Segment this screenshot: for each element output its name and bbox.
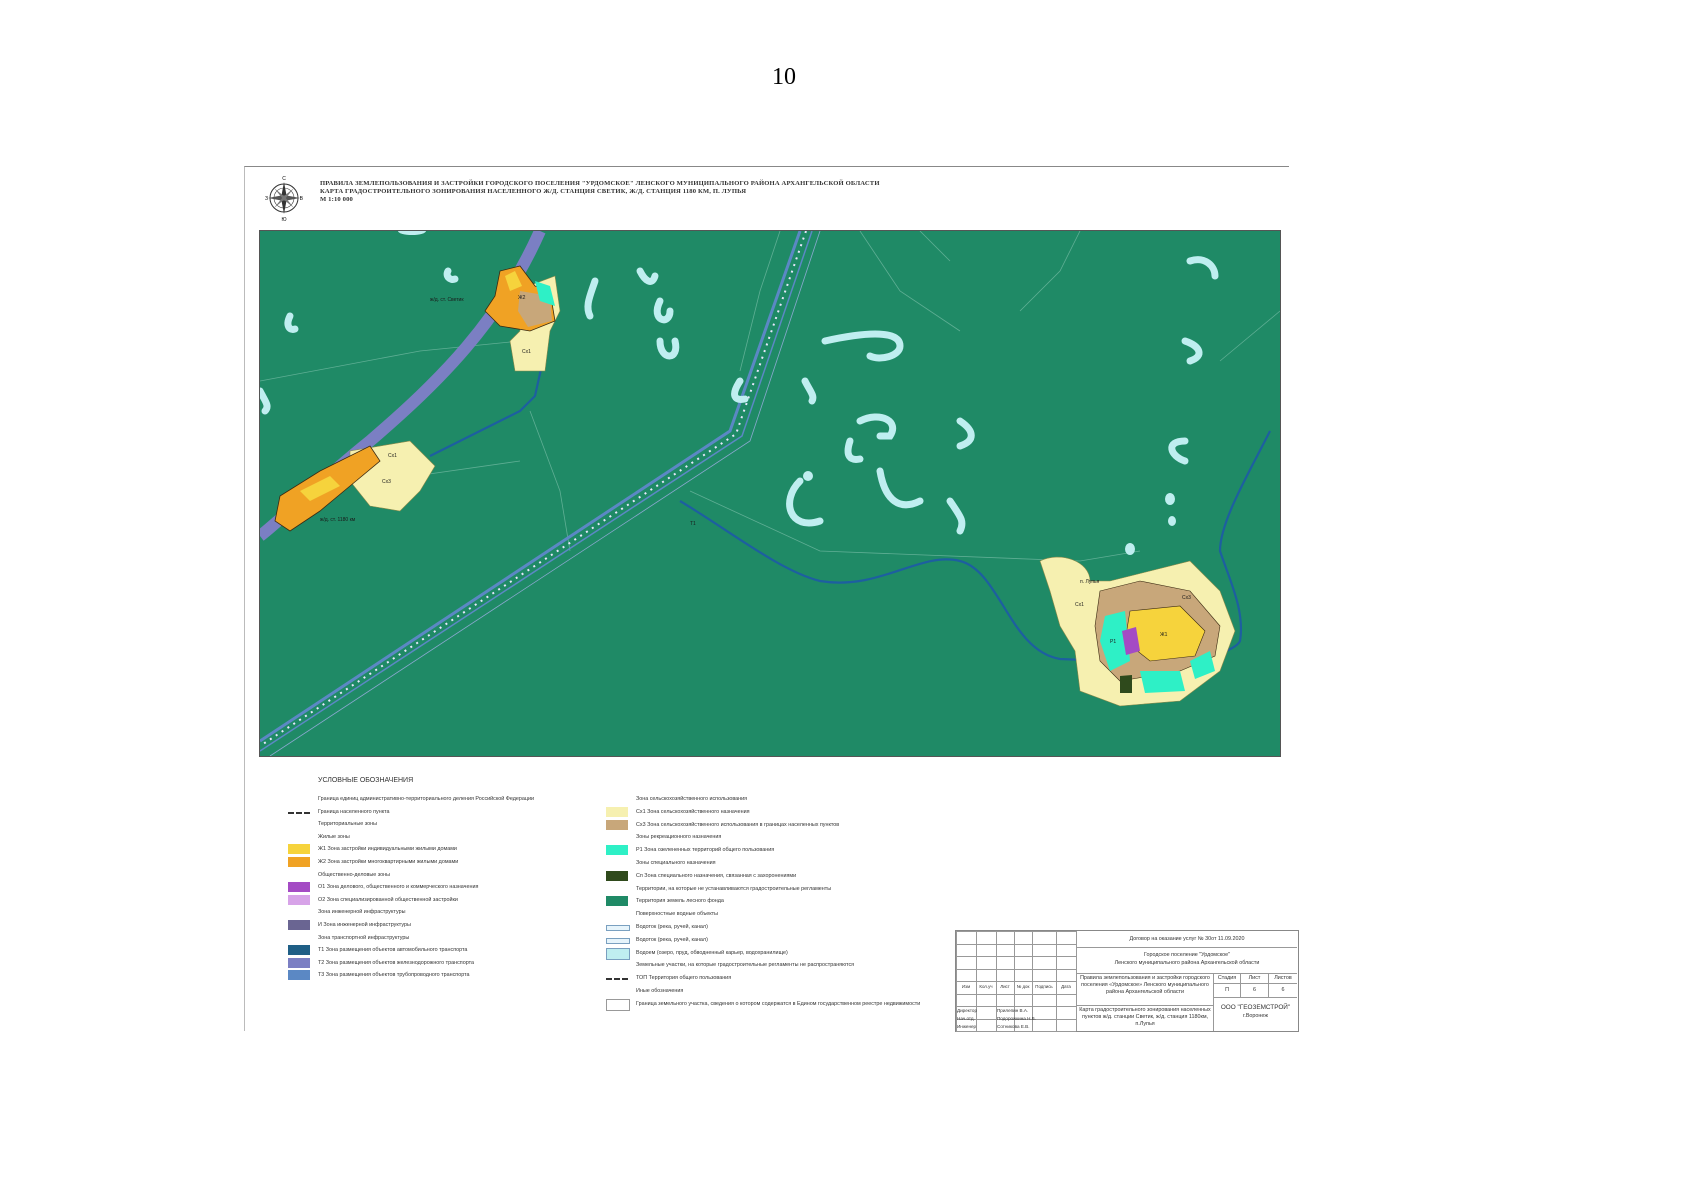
- stamp-doc-title: Правила землепользования и застройки городского поселения «Урдомское» Ленского муниципального района Архангельской области: [1080, 975, 1210, 995]
- legend-swatch: [606, 978, 628, 980]
- legend-swatch: [606, 820, 628, 830]
- legend-item: Зона сельскохозяйственного использования: [636, 796, 748, 802]
- legend-swatch: [606, 896, 628, 906]
- legend-item: Зоны рекреационного назначения: [636, 834, 722, 841]
- legend-item: Граница земельного участка, сведения о котором содержатся в Едином государственном реестре недвижимости: [636, 1000, 921, 1007]
- stamp-role: Директор: [957, 1008, 978, 1013]
- legend-title: УСЛОВНЫЕ ОБОЗНАЧЕНИЯ: [318, 777, 414, 784]
- legend-item: О2 Зона специализированной общественной застройки: [318, 896, 458, 903]
- stamp-header-cell: Дата: [1061, 984, 1071, 989]
- legend-swatch: [288, 920, 310, 930]
- legend-item: Зона инженерной инфраструктуры: [318, 909, 406, 916]
- legend-item: Сп Зона специального назначения, связанная с захоронениями: [636, 872, 797, 879]
- legend-swatch: [288, 857, 310, 867]
- stamp-person: Сотникова Е.В.: [997, 1024, 1030, 1029]
- legend-item: Поверхностные водные объекты: [636, 911, 719, 918]
- legend-swatch: [288, 895, 310, 905]
- legend-swatch: [288, 844, 310, 854]
- map-title-block: [320, 180, 1220, 204]
- legend-item: Иные обозначения: [636, 988, 684, 994]
- legend-item: О1 Зона делового, общественного и коммерческого назначения: [318, 884, 479, 891]
- legend-swatch: [288, 882, 310, 892]
- map-title-line2: КАРТА ГРАДОСТРОИТЕЛЬНОГО ЗОНИРОВАНИЯ НАСЕЛЕННОГО Ж/Д. СТАНЦИЯ СВЕТИК, Ж/Д. СТАНЦИЯ 1180 КМ, П. ЛУПЬЯ: [320, 188, 747, 195]
- stamp-role: Инженер: [957, 1024, 977, 1029]
- compass-south: Ю: [281, 217, 287, 222]
- label-zh1-right: Ж1: [1160, 632, 1168, 638]
- legend-item: Т2 Зона размещения объектов железнодорожного транспорта: [318, 959, 474, 966]
- label-svetik: ж/д. ст. Светик: [430, 297, 464, 303]
- legend-swatch: [288, 958, 310, 968]
- legend-swatch: [288, 812, 310, 814]
- stamp-stage: П: [1225, 987, 1229, 993]
- legend-item: Сх3 Зона сельскохозяйственного использования в границах населенных пунктов: [636, 821, 840, 828]
- stamp-header-cell: Кол.уч: [979, 984, 993, 989]
- legend-swatch: [606, 925, 630, 931]
- label-t1: Т1: [690, 521, 696, 527]
- stamp-col-stage: Стадия: [1217, 975, 1237, 981]
- label-lupya: п. Лупья: [1080, 579, 1100, 585]
- zoning-map: [259, 230, 1281, 757]
- map-scale: М 1:10 000: [320, 196, 353, 203]
- stamp-role: Нач.отд.: [957, 1016, 975, 1021]
- legend-item: Сх1 Зона сельскохозяйственного назначения: [636, 808, 750, 815]
- stamp-col-sheet: Лист: [1248, 975, 1261, 981]
- label-sh3-left: Сх3: [382, 479, 391, 485]
- stamp-header-cell: Изм: [961, 984, 971, 989]
- legend-item: Территория земель лесного фонда: [636, 898, 724, 905]
- legend-item: Земельные участки, на которые градостроительные регламенты не распространяются: [636, 962, 855, 969]
- map-title-line1: ПРАВИЛА ЗЕМЛЕПОЛЬЗОВАНИЯ И ЗАСТРОЙКИ ГОРОДСКОГО ПОСЕЛЕНИЯ "УРДОМСКОЕ" ЛЕНСКОГО МУНИЦИПАЛЬНОГО РАЙОНА АРХАНГЕЛЬСКОЙ ОБЛАСТИ: [320, 180, 880, 187]
- legend-item: Водоем (озеро, пруд, обводненный карьер, водохранилище): [636, 949, 788, 956]
- legend-item: Водоток (река, ручей, канал): [636, 936, 708, 943]
- stamp-city: г.Воронеж: [1243, 1013, 1268, 1019]
- legend-swatch: [288, 970, 310, 980]
- legend-item: Граница единиц административно-территориального деления Российской Федерации: [318, 796, 535, 802]
- legend-swatch: [606, 807, 628, 817]
- label-zh2-top: Ж2: [518, 295, 526, 301]
- legend-item: Общественно-деловые зоны: [318, 871, 391, 878]
- legend-item: Водоток (река, ручей, канал): [636, 924, 708, 930]
- legend-item: Жилые зоны: [318, 833, 350, 840]
- stamp-sheet: 6: [1253, 987, 1256, 993]
- page-number: 10: [772, 64, 796, 90]
- stamp-header-cell: № док: [1016, 984, 1030, 989]
- legend-swatch: [606, 999, 630, 1011]
- legend-item: Граница населенного пункта: [318, 808, 390, 815]
- legend-item: И Зона инженерной инфраструктуры: [318, 922, 411, 928]
- legend-item: Территориальные зоны: [318, 821, 377, 828]
- legend-item: Т1 Зона размещения объектов автомобильного транспорта: [318, 947, 468, 954]
- label-sh3-right: Сх3: [1182, 595, 1191, 601]
- legend-item: Зоны специального назначения: [636, 860, 716, 866]
- legend-item: Ж2 Зона застройки многоквартирными жилыми домами: [318, 859, 459, 865]
- legend-swatch: [606, 871, 628, 881]
- label-sh1-top: Сх1: [522, 349, 531, 355]
- drawing-stamp: [955, 930, 1299, 1032]
- compass-rose-icon: [264, 174, 304, 222]
- legend-swatch: [606, 938, 630, 944]
- stamp-header-cell: Лист: [1000, 984, 1010, 989]
- stamp-company: ООО "ГЕОЗЕМСТРОЙ": [1220, 1004, 1291, 1011]
- stamp-header-cell: Подпись: [1035, 984, 1053, 989]
- label-r1-right: Р1: [1110, 639, 1117, 645]
- label-sh1-left: Сх1: [388, 453, 397, 459]
- label-1180: ж/д. ст. 1180 км: [320, 517, 356, 523]
- legend-item: Т3 Зона размещения объектов трубопроводного транспорта: [318, 972, 470, 979]
- legend-item: Ж1 Зона застройки индивидуальными жилыми домами: [318, 846, 457, 853]
- legend-item: Р1 Зона озелененных территорий общего пользования: [636, 847, 775, 854]
- stamp-contract: Договор на оказание услуг № 30от 11.09.2020: [1129, 936, 1245, 942]
- legend-item: Зона транспортной инфраструктуры: [318, 934, 410, 941]
- compass-east: В: [299, 196, 303, 202]
- legend-swatch: [606, 845, 628, 855]
- label-sh1-right: Сх1: [1075, 602, 1084, 608]
- stamp-settlement: Городское поселение "Урдомское": [1143, 952, 1231, 958]
- stamp-col-sheets: Листов: [1274, 975, 1292, 981]
- stamp-person: Подорожкина Н.В.: [997, 1016, 1036, 1021]
- stamp-person: Прилепин В.А.: [997, 1008, 1029, 1013]
- legend-item: Территории, на которые не устанавливаются градостроительные регламенты: [636, 885, 832, 892]
- stamp-sheets: 6: [1281, 987, 1285, 993]
- legend-swatch: [288, 945, 310, 955]
- legend-swatch: [606, 948, 630, 960]
- legend-item: ТОП Территория общего пользования: [636, 975, 732, 982]
- compass-west: З: [265, 196, 269, 202]
- stamp-map-title: Карта градостроительного зонирования населенных пунктов ж/д. станции Светик, ж/д. станция 1180км, п.Лупья: [1079, 1007, 1211, 1027]
- compass-north: С: [282, 176, 286, 182]
- stamp-district: Ленского муниципального района Архангельской области: [1114, 960, 1260, 966]
